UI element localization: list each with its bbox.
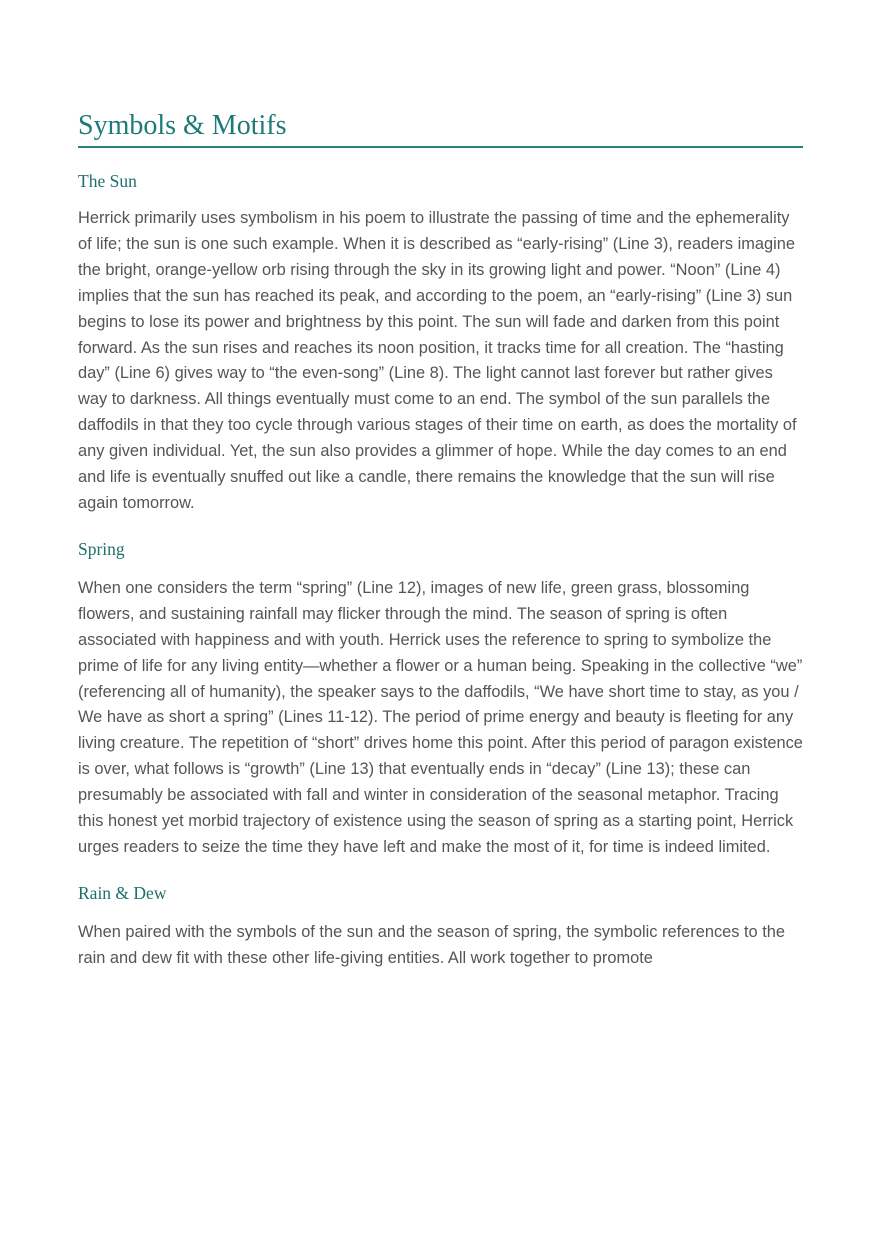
document-page	[78, 108, 803, 972]
section-heading-spring: Spring	[78, 538, 125, 559]
section-paragraph-spring: When one considers the term “spring” (Line 12), images of new life, green grass, blossoming flowers, and sustaining rainfall may flicker through the mind. The season of spring is often associated with happiness and with youth. Herrick uses the reference to spring to symbolize the prime of life for any living entity—whether a flower or a human being. Speaking in the collective “we” (referencing all of humanity), the speaker says to the daffodils, “We have short time to stay, as you / We have as short a spring” (Lines 11-12). The period of prime energy and beauty is fleeting for any living creature. The repetition of “short” drives home this point. After this period of paragon existence is over, what follows is “growth” (Line 13) that eventually ends in “decay” (Line 13); these can presumably be associated with fall and winter in consideration of the seasonal metaphor. Tracing this honest yet morbid trajectory of existence using the season of spring as a starting point, Herrick urges readers to seize the time they have left and make the most of it, for time is indeed limited.	[78, 578, 803, 856]
section-heading-rain-and-dew: Rain & Dew	[78, 882, 167, 903]
page-title: Symbols & Motifs	[78, 108, 803, 148]
section-paragraph-rain-and-dew: When paired with the symbols of the sun and the season of spring, the symbolic references to the rain and dew fit with these other life-giving entities. All work together to promote	[78, 922, 786, 967]
section-heading-the-sun: The Sun	[78, 171, 137, 191]
section-paragraph-the-sun: Herrick primarily uses symbolism in his poem to illustrate the passing of time and the ephemerality of life; the sun is one such example. When it is described as “early-rising” (Line 3), readers imagine the bright, orange-yellow orb rising through the sky in its growing light and power. “Noon” (Line 4) implies that the sun has reached its peak, and according to the poem, an “early-rising” (Line 3) sun begins to lose its power and brightness by this point. The sun will fade and darken from this point forward. As the sun rises and reaches its noon position, it tracks time for all creation. The “hasting day” (Line 6) gives way to “the even-song” (Line 8). The light cannot last forever but rather gives way to darkness. All things eventually must come to an end. The symbol of the sun parallels the daffodils in that they too cycle through various stages of their time on earth, as does the mortality of any given individual. Yet, the sun also provides a glimmer of hope. While the day comes to an end and life is eventually snuffed out like a candle, there remains the knowledge that the sun will rise again tomorrow.	[78, 209, 797, 512]
